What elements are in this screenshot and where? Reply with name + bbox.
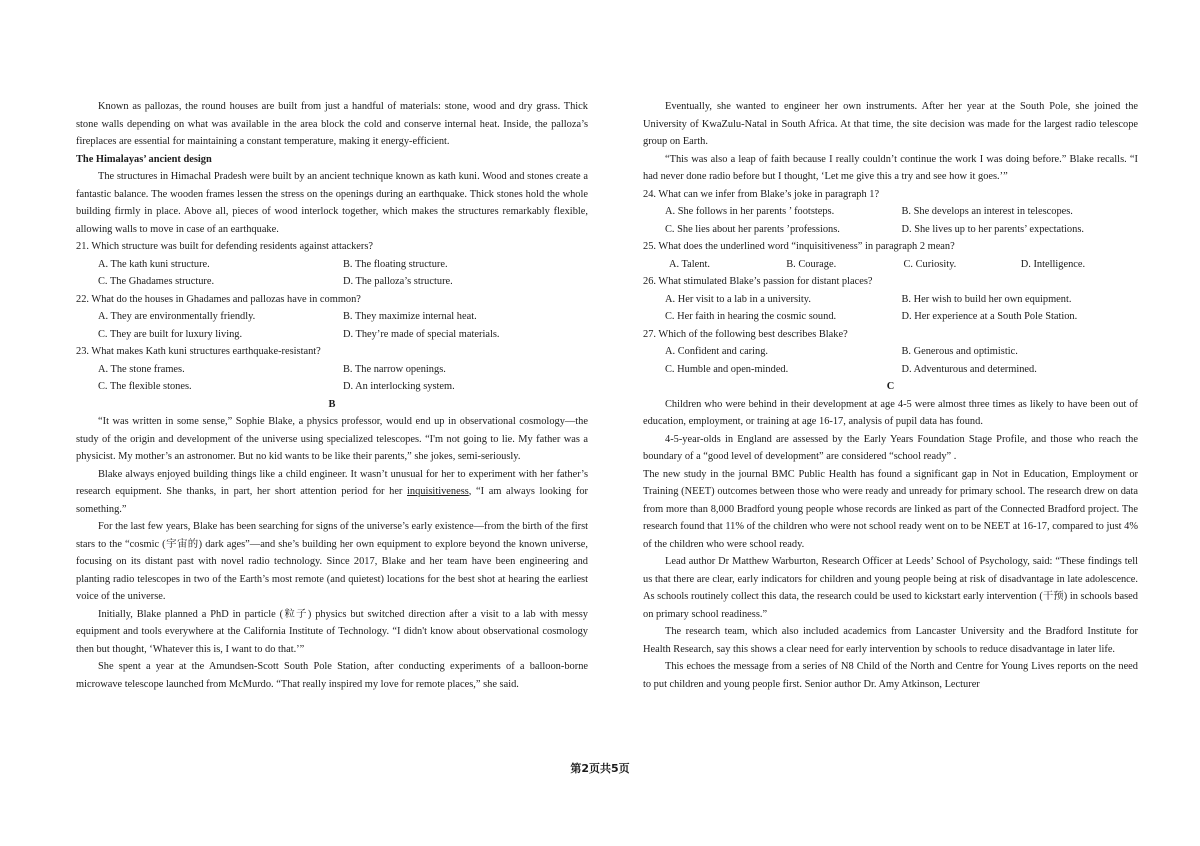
question-24 xyxy=(643,186,1138,239)
passage-paragraph: The research team, which also included academics from Lancaster University and the Bradford Institute for Health Research, say this shows a clear need for early intervention by schools to reduce disadvantage in later life. xyxy=(643,626,1138,655)
question-options xyxy=(643,203,1138,238)
option-a: A. The stone frames. xyxy=(98,363,185,375)
passage-paragraph: “It was written in some sense,” Sophie Blake, a physics professor, would end up in observational cosmology—the study of the origin and development of the universe using specialized telescopes. “I'm not going to lie. My father was a physicist. My mother’s an astronomer. But no kid wants to be like their parents,” she jokes, semi-seriously. xyxy=(76,416,588,462)
option-b: B. They maximize internal heat. xyxy=(343,311,477,322)
question-25 xyxy=(643,238,1138,273)
question-options xyxy=(643,291,1138,326)
passage-paragraph: Children who were behind in their development at age 4-5 were almost three times as likely to have been out of education, employment, or training at age 16-17, analysis of pupil data has found. xyxy=(643,398,1138,427)
option-c: C. She lies about her parents ’professions. xyxy=(665,223,840,235)
passage-paragraph: The structures in Himachal Pradesh were built by an ancient technique known as kath kuni. Wood and stones create a fantastic balance. The wooden frames lessen the stress on the openings during an earthquake. Thick stones hold the whole building firmly in place. Above all, pieces of wood interlock together, which makes the structures remarkably flexible, allowing walls to move in case of an earthquake. xyxy=(76,171,588,235)
option-a: A. The kath kuni structure. xyxy=(98,258,210,270)
passage-paragraph: Eventually, she wanted to engineer her own instruments. After her year at the South Pole, she joined the University of KwaZulu-Natal in South Africa. At that time, the site decision was made for the largest radio telescope group on Earth. xyxy=(643,101,1138,147)
option-d: D. They’re made of special materials. xyxy=(343,328,500,340)
option-c: C. They are built for luxury living. xyxy=(98,328,243,340)
option-d: D. Intelligence. xyxy=(1020,258,1086,270)
passage-paragraph: “This was also a leap of faith because I really couldn’t continue the work I was doing before.” Blake recalls. “I had never done radio before but I thought, ‘Let me give this a try and see how it goes.’” xyxy=(643,153,1138,182)
option-c: C. The flexible stones. xyxy=(98,381,192,392)
question-26 xyxy=(643,273,1138,326)
question-stem: 25. What does the underlined word “inquisitiveness” in paragraph 2 mean? xyxy=(643,241,955,252)
option-b: B. The floating structure. xyxy=(343,258,448,270)
question-options xyxy=(643,256,1138,274)
option-a: A. She follows in her parents ’ footsteps. xyxy=(665,206,835,217)
option-d: D. She lives up to her parents’ expectations. xyxy=(901,223,1084,235)
passage-paragraph: Lead author Dr Matthew Warburton, Research Officer at Leeds’ School of Psychology, said: “These findings tell us that there are clear, early indicators for children and young people being at risk of disadvantage in late adolescence. As schools routinely collect this data, the research could be used to kickstart early intervention (干预) in schools based on primary school readiness.” xyxy=(643,556,1138,620)
option-a: A. Her visit to a lab in a university. xyxy=(665,293,811,305)
option-b: B. Her wish to build her own equipment. xyxy=(901,293,1072,305)
question-options xyxy=(76,361,588,396)
option-d: D. The palloza’s structure. xyxy=(343,276,453,287)
question-options xyxy=(76,256,588,291)
question-options xyxy=(643,343,1138,378)
option-b: B. Generous and optimistic. xyxy=(901,346,1018,357)
section-label-c: C xyxy=(886,381,895,392)
section-label-b: B xyxy=(328,398,336,410)
option-d: D. Adventurous and determined. xyxy=(901,363,1037,375)
option-d: D. Her experience at a South Pole Station. xyxy=(901,311,1078,322)
option-c: C. Curiosity. xyxy=(903,258,957,270)
option-a: A. They are environmentally friendly. xyxy=(98,311,256,322)
section-heading: The Himalayas’ ancient design xyxy=(76,153,212,165)
passage-paragraph: This echoes the message from a series of N8 Child of the North and Centre for Young Lives reports on the need to put children and young people first. Senior author Dr. Amy Atkinson, Lecturer xyxy=(643,661,1138,690)
left-column xyxy=(76,98,588,693)
question-stem: 24. What can we infer from Blake’s joke in paragraph 1? xyxy=(643,188,880,200)
passage-paragraph: Known as pallozas, the round houses are built from just a handful of materials: stone, wood and dry grass. Thick stone walls depending on what was available in the area block the cold and conserve internal heat. Inside, the palloza’s fireplaces are essential for maintaining a constant temperature, making it energy-efficient. xyxy=(76,101,588,147)
option-b: B. Courage. xyxy=(786,258,837,270)
passage-paragraph xyxy=(76,466,588,519)
question-23 xyxy=(76,343,588,396)
question-27 xyxy=(643,326,1138,379)
question-stem: 21. Which structure was built for defending residents against attackers? xyxy=(76,241,374,252)
option-a: A. Talent. xyxy=(669,258,710,270)
passage-paragraph: 4-5-year-olds in England are assessed by the Early Years Foundation Stage Profile, and those who reach the boundary of a “good level of development” are considered “school ready” . xyxy=(643,433,1138,462)
question-stem: 23. What makes Kath kuni structures earthquake-resistant? xyxy=(76,346,321,357)
option-a: A. Confident and caring. xyxy=(665,346,769,357)
question-21 xyxy=(76,238,588,291)
option-d: D. An interlocking system. xyxy=(343,381,455,392)
passage-paragraph: She spent a year at the Amundsen-Scott South Pole Station, after conducting experiments of a balloon-borne microwave telescope launched from McMurdo. “That really inspired my love for remote places,” she said. xyxy=(76,661,588,690)
passage-paragraph: The new study in the journal BMC Public Health has found a significant gap in Not in Education, Employment or Training (NEET) outcomes between those who were ready and unready for primary school. The research drew on data from more than 8,000 Bradford young people whose records are linked as part of the Connected Bradford project. The research found that 11% of the children who were not school ready went on to be NEET at 16-17, compared to just 4% of the children who were school ready. xyxy=(643,468,1138,550)
option-c: C. Her faith in hearing the cosmic sound. xyxy=(665,311,837,322)
passage-paragraph: Initially, Blake planned a PhD in particle (粒子) physics but switched direction after a visit to a lab with messy equipment and tools everywhere at the California Institute of Technology. “I didn't know about observational cosmology then but thought, ‘Whatever this is, I want to do that.’” xyxy=(76,608,588,655)
underlined-word: inquisitiveness xyxy=(407,486,469,497)
question-options xyxy=(76,308,588,343)
page-number-footer: 第2页共5页 xyxy=(570,762,630,775)
passage-text: Blake always enjoyed building things like a child engineer. It wasn’t unusual for her to experiment with her father’s research equipment. She thanks, in part, her short attention period for her xyxy=(76,468,588,497)
option-b: B. She develops an interest in telescopes. xyxy=(901,206,1073,217)
passage-paragraph: For the last few years, Blake has been searching for signs of the universe’s early existence—from the birth of the first stars to the “cosmic (宇宙的) dark ages”—and she’s building her own equipment to explore beyond the known universe, focusing on its distant past with novel radio technology. Since 2017, Blake and her team have been engineering and planting radio telescopes in two of the Earth’s most remote (and quietest) locations for the best shot at hearing the earliest voice of the universe. xyxy=(76,521,588,602)
option-b: B. The narrow openings. xyxy=(343,363,446,375)
right-column xyxy=(643,98,1138,693)
option-c: C. The Ghadames structure. xyxy=(98,276,215,287)
question-22 xyxy=(76,291,588,344)
passage-text: , “I am always looking for something.” xyxy=(76,486,588,515)
option-c: C. Humble and open-minded. xyxy=(665,363,789,375)
question-stem: 26. What stimulated Blake’s passion for distant places? xyxy=(643,276,873,287)
question-stem: 27. Which of the following best describes Blake? xyxy=(643,328,848,340)
question-stem: 22. What do the houses in Ghadames and pallozas have in common? xyxy=(76,293,361,305)
